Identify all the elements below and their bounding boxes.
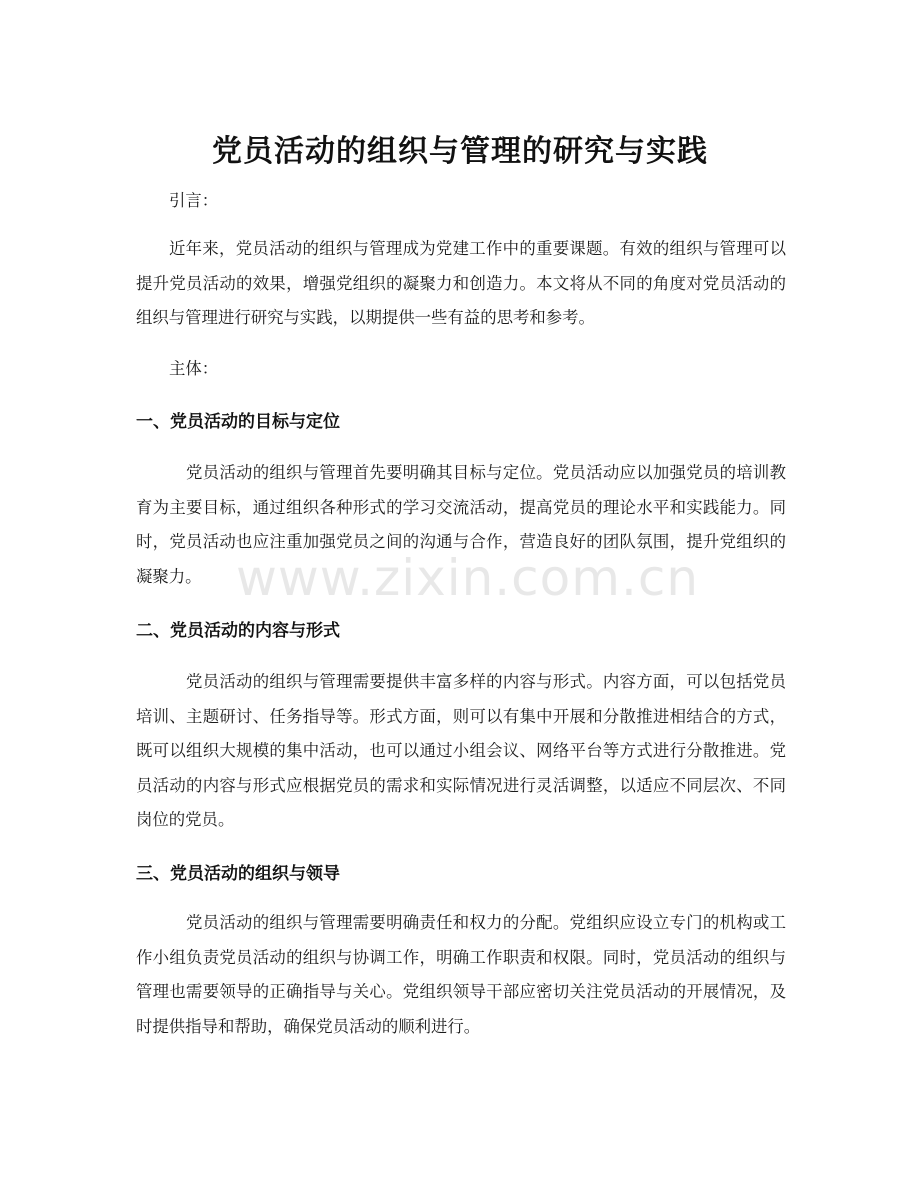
section-1-paragraph: 党员活动的组织与管理首先要明确其目标与定位。党员活动应以加强党员的培训教育为主要目标，通过组织各种形式的学习交流活动，提高党员的理论水平和实践能力。同时，党员活动也应注重加强党员之间的沟通与合作，营造良好的团队氛围，提升党组织的凝聚力。 <box>136 463 786 586</box>
section-2-paragraph: 党员活动的组织与管理需要提供丰富多样的内容与形式。内容方面，可以包括党员培训、主题研讨、任务指导等。形式方面，则可以有集中开展和分散推进相结合的方式，既可以组织大规模的集中活动，也可以通过小组会议、网络平台等方式进行分散推进。党员活动的内容与形式应根据党员的需求和实际情况进行灵活调整，以适应不同层次、不同岗位的党员。 <box>136 672 786 830</box>
section-3-heading: 三、党员活动的组织与领导 <box>136 864 340 884</box>
body-label: 主体： <box>169 359 219 378</box>
document-title: 党员活动的组织与管理的研究与实践 <box>212 134 708 170</box>
section-3-paragraph: 党员活动的组织与管理需要明确责任和权力的分配。党组织应设立专门的机构或工作小组负责党员活动的组织与协调工作，明确工作职责和权限。同时，党员活动的组织与管理也需要领导的正确指导与关心。党组织领导干部应密切关注党员活动的开展情况，及时提供指导和帮助，确保党员活动的顺利进行。 <box>136 913 786 1036</box>
section-2-heading: 二、党员活动的内容与形式 <box>136 621 340 641</box>
intro-paragraph: 近年来，党员活动的组织与管理成为党建工作中的重要课题。有效的组织与管理可以提升党员活动的效果，增强党组织的凝聚力和创造力。本文将从不同的角度对党员活动的组织与管理进行研究与实践，以期提供一些有益的思考和参考。 <box>136 239 786 327</box>
section-1-heading: 一、党员活动的目标与定位 <box>136 412 340 432</box>
intro-label: 引言： <box>169 191 219 210</box>
watermark: www.zixin.com.cn <box>236 549 700 607</box>
